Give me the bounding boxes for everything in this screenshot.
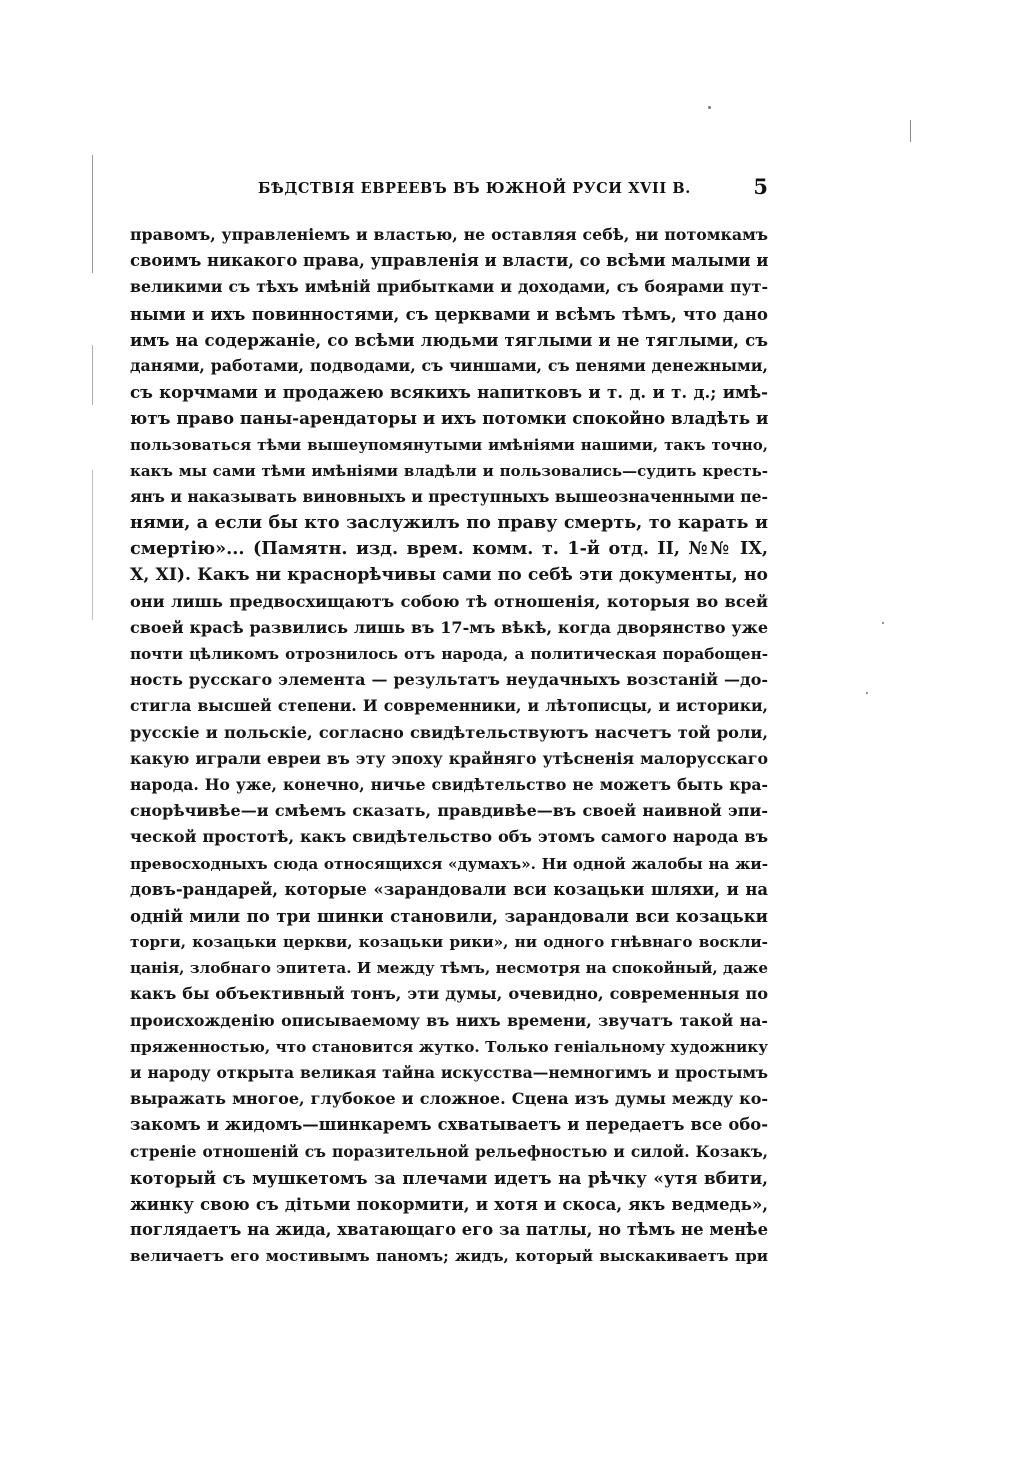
scan-speck [882,622,884,624]
text-line: ютъ право паны-арендаторы и ихъ потомки спокойно владѣть и [130,408,768,429]
text-line: нями, а если бы кто заслужилъ по праву смерть, то карать и [130,512,768,534]
text-line: народа. Но уже, конечно, ничье свидѣтельство не можетъ быть кра- [130,774,768,794]
text-line: русскіе и польскіе, согласно свидѣтельствуютъ насчетъ той роли, [130,722,768,742]
text-line: закомъ и жидомъ—шинкаремъ схватываетъ и передаетъ все обо- [130,1115,768,1135]
text-line: они лишь предвосхищаютъ собою тѣ отношенія, которыя во всей [130,591,768,611]
text-line: ными и ихъ повинностями, съ церквами и всѣмъ тѣмъ, что дано [130,303,768,324]
text-line: съ корчмами и продажею всякихъ напитковъ и т. д. и т. д.; имѣ- [130,382,768,403]
page-edge-mark [910,120,911,142]
text-line: какую играли евреи въ эту эпоху крайняго утѣсненія малорусскаго [130,748,768,768]
running-title: БѢДСТВІЯ ЕВРЕЕВЪ ВЪ ЮЖНОЙ РУСИ XVII В. [258,180,691,197]
text-line: ческой простотѣ, какъ свидѣтельство объ этомъ самого народа въ [130,827,768,847]
text-line: какъ мы сами тѣми имѣніями владѣли и пользовались—судить кресть- [130,461,768,480]
text-line: стигла высшей степени. И современники, и лѣтописцы, и историки, [130,696,768,716]
text-line: почти цѣликомъ отрознилось отъ народа, а политическая порабощен- [130,645,768,663]
text-line: который съ мушкетомъ за плечами идетъ на рѣчку «утя вбити, [130,1167,768,1188]
text-line: смертію»... (Памятн. изд. врем. комм. т. 1-й отд. II, №№ IX, [130,538,768,560]
page-edge-mark [92,155,93,273]
text-line: имъ на содержаніе, со всѣми людьми тяглыми и не тяглыми, съ [130,329,768,350]
text-line: стреніе отношеній съ поразительной рельефностью и силой. Козакъ, [130,1142,768,1161]
text-line: своей красѣ развились лишь въ 17-мъ вѣкѣ, когда дворянство уже [130,617,768,637]
text-line: янъ и наказывать виновныхъ и преступныхъ вышеозначенными пе- [130,486,768,506]
text-line: пользоваться тѣми вышеупомянутыми имѣніями нашими, такъ точно, [130,435,768,454]
text-line: пряженностью, что становится жутко. Только геніальному художнику [130,1037,768,1056]
page-number: 5 [753,174,768,199]
text-line: торги, козацьки церкви, козацьки рики», ни одного гнѣвнаго воскли- [130,933,768,952]
text-line: поглядаетъ на жида, хватающаго его за патлы, но тѣмъ не менѣе [130,1220,768,1240]
text-line: ность русскаго элемента — результатъ неудачныхъ возстаній —до- [130,670,768,690]
text-line: правомъ, управленіемъ и властью, не оставляя себѣ, ни потомкамъ [130,225,768,244]
text-line: великими съ тѣхъ имѣній прибытками и доходами, съ боярами пут- [130,277,768,297]
scan-speck [708,106,711,109]
text-line: величаетъ его мостивымъ паномъ; жидъ, который выскакиваетъ при [130,1247,768,1266]
text-line: и народу открыта великая тайна искусства—немногимъ и простымъ [130,1063,768,1082]
text-line: данями, работами, подводами, съ чиншами, съ пенями денежными, [130,355,768,375]
text-line: происхожденію описываемому въ нихъ времени, звучатъ такой на- [130,1010,768,1030]
text-line: своимъ никакого права, управленія и власти, со всѣми малыми и [130,251,768,271]
text-line: цанія, злобнаго эпитета. И между тѣмъ, несмотря на спокойный, даже [130,959,768,978]
text-line: выражать многое, глубокое и сложное. Сцена изъ думы между ко- [130,1089,768,1109]
text-line: X, XI). Какъ ни краснорѣчивы сами по себѣ эти документы, но [130,565,768,586]
scan-speck [866,692,868,694]
page-edge-mark [92,470,93,620]
page-edge-mark [92,345,93,405]
text-line: довъ-рандарей, которые «зарандовали вси козацьки шляхи, и на [130,879,768,899]
text-line: превосходныхъ сюда относящихся «думахъ». Ни одной жалобы на жи- [130,854,768,873]
text-line: жинку свою съ дітьми покормити, и хотя и скоса, якъ ведмедь», [130,1193,768,1214]
text-line: одній мили по три шинки становили, зарандовали вси козацьки [130,905,768,926]
text-line: снорѣчивѣе—и смѣемъ сказать, правдивѣе—въ своей наивной эпи- [130,801,768,821]
body-text [130,222,768,1270]
page-header [130,174,768,202]
text-line: какъ бы объективный тонъ, эти думы, очевидно, современныя по [130,984,768,1004]
